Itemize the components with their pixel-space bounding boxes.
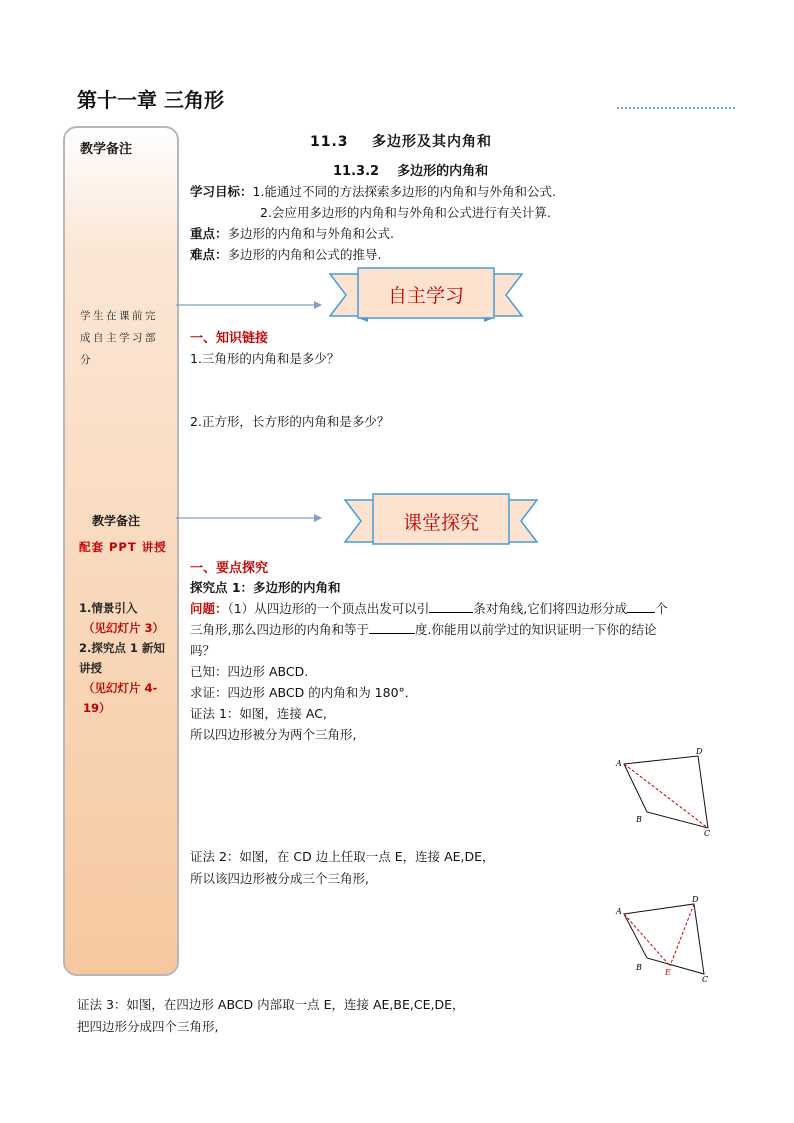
proof-3: 证法 3：如图，在四边形 ABCD 内部取一点 E，连接 AE,BE,CE,DE，: [77, 997, 465, 1012]
answer-blank-degrees[interactable]: [369, 621, 415, 634]
question-text-b: 条对角线,它们将四边形分成: [473, 601, 628, 616]
figure-2-label-c: C: [702, 975, 709, 984]
chapter-title: 第十一章 三角形: [77, 88, 224, 112]
knowledge-link-heading: 一、知识链接: [190, 331, 269, 346]
answer-blank-triangles[interactable]: [627, 600, 655, 613]
figure-2-label-b: B: [636, 963, 642, 972]
proof-2: 证法 2：如图，在 CD 边上任取一点 E，连接 AE,DE，: [190, 849, 495, 864]
question-text-f: 吗？: [190, 643, 216, 658]
figure-1-label-b: B: [636, 815, 642, 824]
sidebar-steps: [79, 598, 171, 718]
prove-statement: 求证：四边形 ABCD 的内角和为 180°．: [190, 685, 418, 700]
proof-3-conclusion: 把四边形分成四个三角形,: [77, 1019, 219, 1034]
question-text-e: 度.你能用以前学过的知识证明一下你的结论: [414, 622, 657, 637]
proof-2-conclusion: 所以该四边形被分成三个三角形,: [190, 871, 369, 886]
given-statement: 已知：四边形 ABCD.: [190, 664, 309, 679]
section-title: 11.3 多边形及其内角和: [310, 134, 493, 150]
header-dotted-rule: [617, 107, 735, 109]
proof-1-conclusion: 所以四边形被分为两个三角形,: [190, 727, 357, 742]
arrow-to-self-study: [176, 298, 322, 312]
figure-1-label-d: D: [696, 747, 703, 756]
proof-1: 证法 1：如图，连接 AC,: [190, 706, 327, 721]
difficulty: [190, 245, 382, 263]
class-explore-banner-label: 课堂探究: [402, 512, 479, 534]
question-text-a: （1）从四边形的一个顶点出发可以引: [227, 601, 430, 616]
difficulty-text: 多边形的内角和公式的推导.: [227, 247, 382, 262]
sidebar-note-self-study: 学生在课前完成自主学习部分: [80, 310, 158, 366]
key-explore-heading: 一、要点探究: [190, 561, 269, 576]
sidebar-title: 教学备注: [80, 142, 133, 157]
arrow-to-class-explore: [176, 511, 322, 525]
quadrilateral-figure-2: [612, 894, 722, 986]
figure-1-label-c: C: [704, 829, 711, 838]
question-text-c: 个: [655, 601, 668, 616]
question-line-1: [190, 599, 668, 617]
key-point: [190, 224, 394, 242]
quadrilateral-figure-1: [612, 746, 722, 838]
sidebar-step-2: 2.探究点 1 新知讲授: [79, 641, 165, 675]
figure-1-label-a: A: [616, 759, 622, 768]
sidebar-step-2-ref: （见幻灯片 4-19）: [83, 681, 158, 715]
key-point-text: 多边形的内角和与外角和公式.: [227, 226, 394, 241]
key-point-label: 重点：: [190, 226, 228, 241]
sidebar-ppt-label: 配套 PPT 讲授: [79, 540, 167, 554]
self-study-banner-label: 自主学习: [387, 285, 464, 307]
goal-line-1: [190, 182, 556, 200]
explore-point-1: 探究点 1：多边形的内角和: [190, 580, 341, 595]
goals-label: 学习目标：: [190, 184, 253, 199]
sidebar-step-1-ref: （见幻灯片 3）: [83, 621, 165, 635]
answer-blank-diagonals[interactable]: [429, 600, 473, 613]
question-1: 1.三角形的内角和是多少？: [190, 351, 340, 366]
sidebar-step-1: 1.情景引入: [79, 601, 138, 615]
question-line-2: [190, 620, 656, 638]
figure-2-label-d: D: [692, 895, 699, 904]
goal-1: 1.能通过不同的方法探索多边形的内角和与外角和公式.: [252, 184, 556, 199]
question-2: 2.正方形，长方形的内角和是多少？: [190, 414, 390, 429]
question-text-d: 三角形,那么四边形的内角和等于: [190, 622, 369, 637]
goal-2: 2.会应用多边形的内角和与外角和公式进行有关计算.: [260, 205, 551, 220]
figure-2-label-a: A: [616, 907, 622, 916]
sidebar-title-2: 教学备注: [92, 514, 141, 528]
difficulty-label: 难点：: [190, 247, 228, 262]
section-subtitle: 11.3.2 多边形的内角和: [333, 164, 489, 179]
figure-2-label-e: E: [665, 968, 671, 977]
question-label: 问题：: [190, 601, 228, 616]
